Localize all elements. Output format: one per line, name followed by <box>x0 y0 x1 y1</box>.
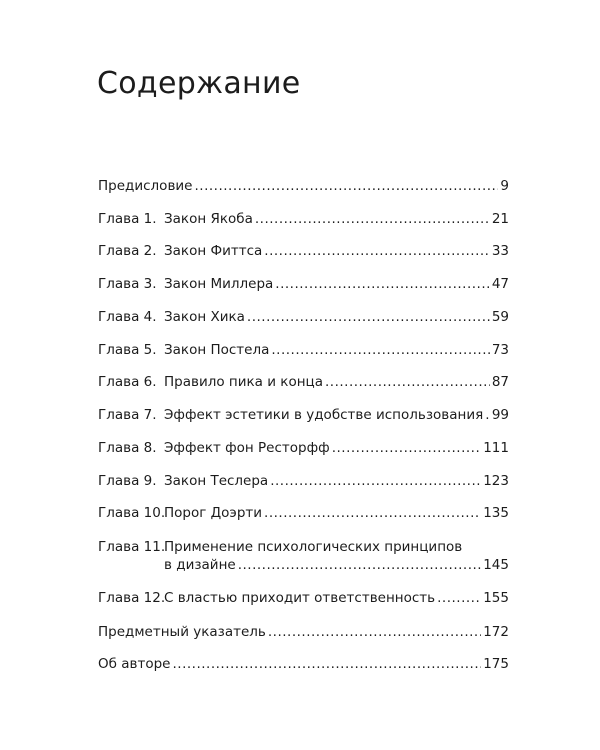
dot-leader <box>172 655 481 673</box>
toc-entry-title: Закон Якоба <box>164 211 253 227</box>
toc-entry-chapter-12[interactable] <box>98 589 509 607</box>
dot-leader <box>270 472 481 490</box>
dot-leader <box>247 308 490 326</box>
toc-entry-page: 145 <box>483 557 509 573</box>
toc-entry-title: Эффект эстетики в удобстве использования <box>164 407 484 423</box>
toc-entry-chapter: Глава 6. <box>98 374 157 390</box>
toc-entry-chapter: Глава 12. <box>98 590 166 606</box>
toc-entry-chapter: Глава 4. <box>98 309 157 325</box>
toc-entry-chapter: Глава 9. <box>98 473 157 489</box>
toc-entry-chapter: Глава 8. <box>98 440 157 456</box>
toc-entry-chapter-3[interactable] <box>98 275 509 293</box>
toc-entry-chapter: Глава 11. <box>98 539 166 555</box>
toc-entry-page: 99 <box>491 407 509 423</box>
toc-entry-page: 21 <box>491 211 509 227</box>
toc-entry-title: С властью приходит ответственность <box>164 590 436 606</box>
dot-leader <box>275 275 490 293</box>
toc-entry-chapter: Глава 7. <box>98 407 157 423</box>
dot-leader <box>264 242 490 260</box>
toc-entry-chapter: Глава 2. <box>98 243 157 259</box>
toc-entry-chapter-10[interactable] <box>98 504 509 522</box>
dot-leader <box>194 177 498 195</box>
dot-leader <box>255 210 490 228</box>
toc-entry-chapter: Глава 1. <box>98 211 157 227</box>
toc-entry-chapter-4[interactable] <box>98 308 509 326</box>
dot-leader <box>264 504 481 522</box>
toc-entry-title: Закон Постела <box>164 342 270 358</box>
toc-entry-title-line-1: Применение психологических принципов <box>164 539 463 555</box>
toc-entry-title-line-2: в дизайне <box>164 557 236 573</box>
toc-entry-title: Порог Доэрти <box>164 505 263 521</box>
dot-leader <box>485 406 490 424</box>
toc-entry-page: 155 <box>483 590 509 606</box>
dot-leader <box>325 373 490 391</box>
dot-leader <box>437 589 481 607</box>
page-title: Содержание <box>97 66 301 101</box>
toc-entry-title: Правило пика и конца <box>164 374 323 390</box>
toc-entry-chapter: Глава 3. <box>98 276 157 292</box>
toc-entry-title: Предметный указатель <box>98 624 266 640</box>
toc-entry-chapter-2[interactable] <box>98 242 509 260</box>
toc-entry-chapter: Глава 10. <box>98 505 166 521</box>
toc-entry-page: 9 <box>500 178 509 194</box>
toc-entry-chapter-5[interactable] <box>98 341 509 359</box>
toc-entry-page: 123 <box>483 473 509 489</box>
toc-entry-chapter: Глава 5. <box>98 342 157 358</box>
toc-entry-chapter-11[interactable] <box>98 538 509 574</box>
toc-entry-chapter-7[interactable] <box>98 406 509 424</box>
toc-entry-about-author[interactable] <box>98 655 509 673</box>
dot-leader <box>268 623 481 641</box>
toc-entry-chapter-8[interactable] <box>98 439 509 457</box>
toc-entry-page: 111 <box>483 440 509 456</box>
toc-entry-title: Предисловие <box>98 178 193 194</box>
dot-leader <box>238 556 482 574</box>
toc-entry-index[interactable] <box>98 623 509 641</box>
toc-entry-page: 33 <box>491 243 509 259</box>
toc-entry-page: 172 <box>483 624 509 640</box>
toc-entry-page: 59 <box>491 309 509 325</box>
toc-entry-title: Закон Хика <box>164 309 245 325</box>
toc-entry-page: 73 <box>491 342 509 358</box>
dot-leader <box>271 341 489 359</box>
toc-entry-page: 175 <box>483 656 509 672</box>
toc-entry-chapter-9[interactable] <box>98 472 509 490</box>
toc-entry-preface[interactable] <box>98 177 509 195</box>
toc-entry-title: Закон Теслера <box>164 473 269 489</box>
toc-entry-page: 135 <box>483 505 509 521</box>
toc-entry-title: Закон Фиттса <box>164 243 263 259</box>
toc-entry-title: Эффект фон Ресторфф <box>164 440 330 456</box>
toc-entry-chapter-6[interactable] <box>98 373 509 391</box>
toc-entry-page: 47 <box>491 276 509 292</box>
toc-entry-title: Об авторе <box>98 656 171 672</box>
dot-leader <box>332 439 482 457</box>
toc-entry-page: 87 <box>491 374 509 390</box>
toc-entry-chapter-1[interactable] <box>98 210 509 228</box>
toc-entry-title: Закон Миллера <box>164 276 274 292</box>
